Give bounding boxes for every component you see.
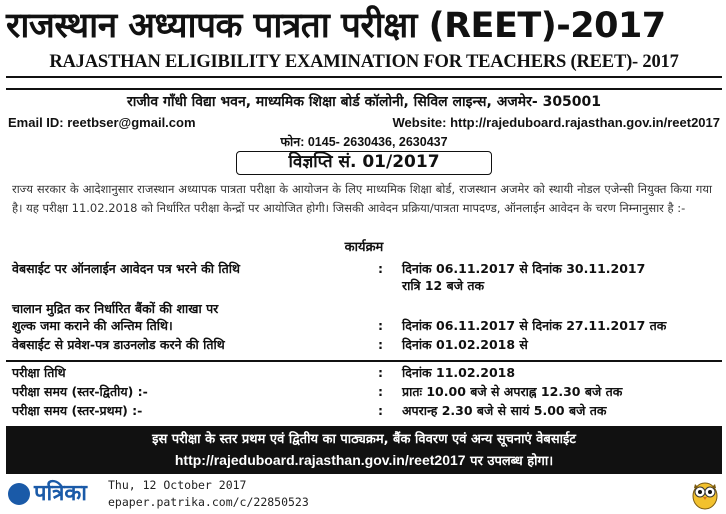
schedule-value: दिनांक 06.11.2017 से दिनांक 30.11.2017 <box>402 261 646 276</box>
schedule-value: दिनांक 06.11.2017 से दिनांक 27.11.2017 तक <box>402 318 667 333</box>
schedule-label: वेबसाईट से प्रवेश-पत्र डाउनलोड करने की तिथि <box>12 337 225 352</box>
phone-text: फोन: 0145- 2630436, 2630437 <box>280 135 448 149</box>
exam-value: प्रातः 10.00 बजे से अपराह्न 12.30 बजे तक <box>402 384 623 399</box>
contact-row <box>6 113 722 133</box>
exam-label: परीक्षा तिथि <box>12 365 66 380</box>
footer-suffix: पर उपलब्ध होगा। <box>470 454 554 469</box>
exam-details <box>6 360 722 422</box>
exam-row <box>12 364 712 381</box>
separator: : <box>378 318 383 333</box>
title-hindi: राजस्थान अध्यापक पात्रता परीक्षा (REET)-2017 <box>6 6 666 46</box>
schedule-label: चालान मुद्रित कर निर्धारित बैंकों की शाखा पर <box>12 301 219 316</box>
schedule-row <box>12 336 712 353</box>
separator: : <box>378 365 383 380</box>
exam-value: दिनांक 11.02.2018 <box>402 365 516 380</box>
schedule-row <box>12 260 712 294</box>
footer-url[interactable]: http://rajeduboard.rajasthan.gov.in/reet2017 <box>174 452 466 468</box>
schedule-value-extra: रात्रि 12 बजे तक <box>402 278 485 293</box>
exam-row <box>12 383 712 400</box>
exam-row <box>12 402 712 419</box>
notification-number: विज्ञप्ति सं. 01/2017 <box>236 151 492 175</box>
schedule-label-extra: शुल्क जमा कराने की अन्तिम तिथि। <box>12 318 173 333</box>
intro-paragraph: राज्य सरकार के आदेशानुसार राजस्थान अध्यापक पात्रता परीक्षा के आयोजन के लिए माध्यमिक शिक्षा बोर्ड, राजस्थान अजमेर को स्थायी नोडल एजेन्सी नियुक्त किया गया है। यह परीक्षा 11.02.2018 को निर्धारित परीक्षा केन्द्रों पर आयोजित होगी। जिसकी आवेदन प्रक्रिया/पात्रता मापदण्ड, ऑनलाईन आवेदन के चरण निम्नानुसार है :- <box>12 182 712 215</box>
schedule-row <box>12 300 712 334</box>
footer-banner <box>6 426 722 474</box>
email-text: Email ID: reetbser@gmail.com <box>8 115 196 130</box>
footer-link-line <box>6 450 722 472</box>
exam-value: अपरान्ह 2.30 बजे से सायं 5.00 बजे तक <box>402 403 607 418</box>
separator: : <box>378 384 383 399</box>
separator: : <box>378 403 383 418</box>
separator: : <box>378 337 383 352</box>
globe-icon <box>8 483 30 505</box>
schedule-label: वेबसाईट पर ऑनलाईन आवेदन पत्र भरने की तिथि <box>12 261 240 276</box>
separator: : <box>378 261 383 276</box>
notice-advertisement <box>6 2 722 474</box>
source-meta <box>108 477 309 511</box>
office-address: राजीव गाँधी विद्या भवन, माध्यमिक शिक्षा बोर्ड कॉलोनी, सिविल लाइन्स, अजमेर- 305001 <box>126 94 602 110</box>
schedule-value: दिनांक 01.02.2018 से <box>402 337 528 352</box>
owl-icon <box>690 478 720 510</box>
divider <box>6 88 722 90</box>
title-english: RAJASTHAN ELIGIBILITY EXAMINATION FOR TEACHERS (REET)- 2017 <box>49 52 679 72</box>
divider <box>6 76 722 78</box>
publish-date: Thu, 12 October 2017 <box>108 478 247 492</box>
exam-label: परीक्षा समय (स्तर-द्वितीय) :- <box>12 384 148 399</box>
exam-label: परीक्षा समय (स्तर-प्रथम) :- <box>12 403 143 418</box>
footer-text: इस परीक्षा के स्तर प्रथम एवं द्वितीय का पाठ्यक्रम, बैंक विवरण एवं अन्य सूचनाएं वेबसाईट <box>152 432 576 447</box>
epaper-link[interactable]: epaper.patrika.com/c/22850523 <box>108 495 309 509</box>
patrika-logo <box>4 476 104 512</box>
website-text: Website: http://rajeduboard.rajasthan.gov.in/reet2017 <box>392 115 720 130</box>
programme-heading: कार्यक्रम <box>344 240 384 255</box>
brand-name: पत्रिका <box>34 481 87 506</box>
